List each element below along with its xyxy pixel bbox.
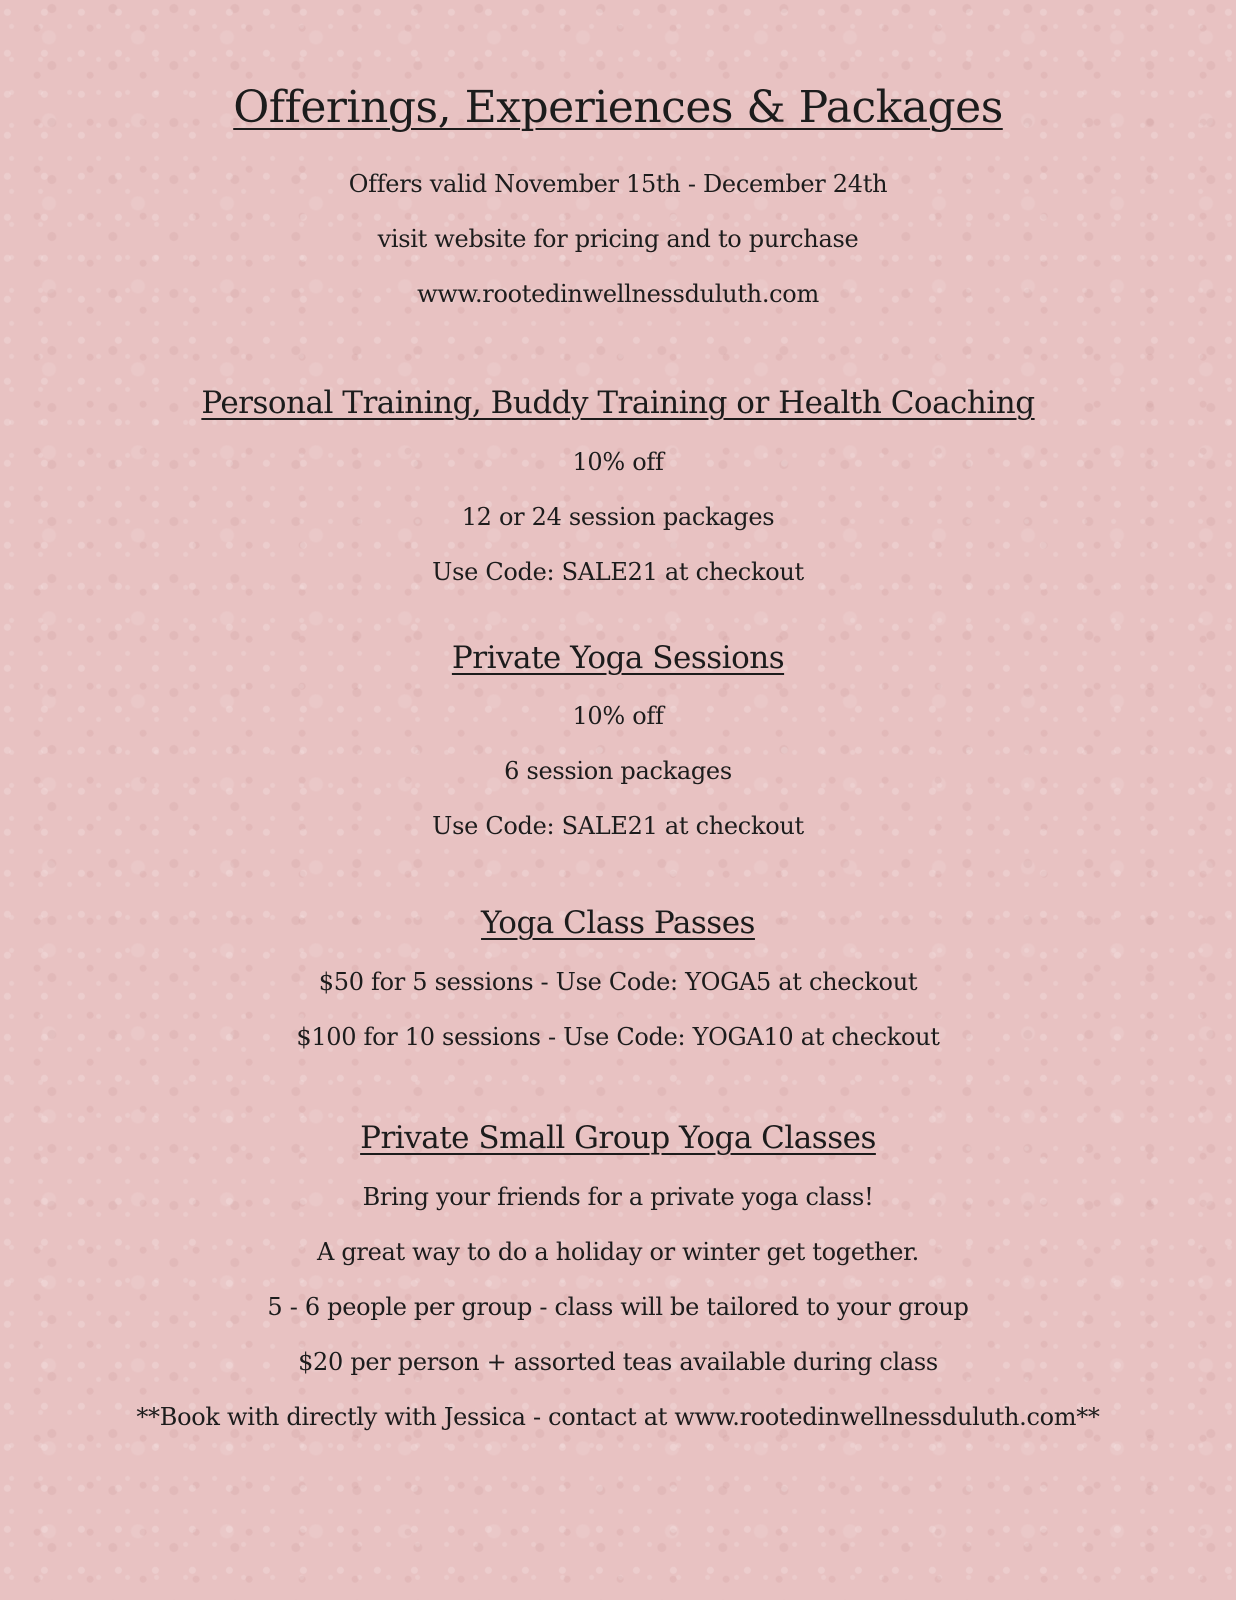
section-line: 12 or 24 session packages xyxy=(461,503,775,531)
pricing-note: visit website for pricing and to purchase xyxy=(377,225,859,253)
section-heading-yoga-class-passes: Yoga Class Passes xyxy=(481,905,755,941)
section-heading-private-yoga: Private Yoga Sessions xyxy=(451,640,785,676)
website-url: www.rootedinwellnessduluth.com xyxy=(417,280,819,308)
page-title: Offerings, Experiences & Packages xyxy=(233,82,1003,133)
section-heading-small-group-yoga: Private Small Group Yoga Classes xyxy=(360,1120,876,1156)
section-line: 10% off xyxy=(572,448,664,476)
offer-dates: Offers valid November 15th - December 24th xyxy=(348,170,888,198)
section-line: $50 for 5 sessions - Use Code: YOGA5 at checkout xyxy=(318,968,918,996)
section-line: 10% off xyxy=(572,702,664,730)
section-line: Use Code: SALE21 at checkout xyxy=(432,812,804,840)
section-line: $100 for 10 sessions - Use Code: YOGA10 at checkout xyxy=(296,1023,940,1051)
section-line: 6 session packages xyxy=(504,757,732,785)
section-line: Bring your friends for a private yoga class! xyxy=(362,1183,874,1211)
section-line: A great way to do a holiday or winter get together. xyxy=(317,1238,919,1266)
booking-note: **Book with directly with Jessica - contact at www.rootedinwellnessduluth.com** xyxy=(136,1403,1100,1431)
section-line: Use Code: SALE21 at checkout xyxy=(432,558,804,586)
section-line: 5 - 6 people per group - class will be tailored to your group xyxy=(267,1293,969,1321)
section-line: $20 per person + assorted teas available during class xyxy=(298,1348,938,1376)
section-heading-personal-training: Personal Training, Buddy Training or Health Coaching xyxy=(201,385,1035,421)
